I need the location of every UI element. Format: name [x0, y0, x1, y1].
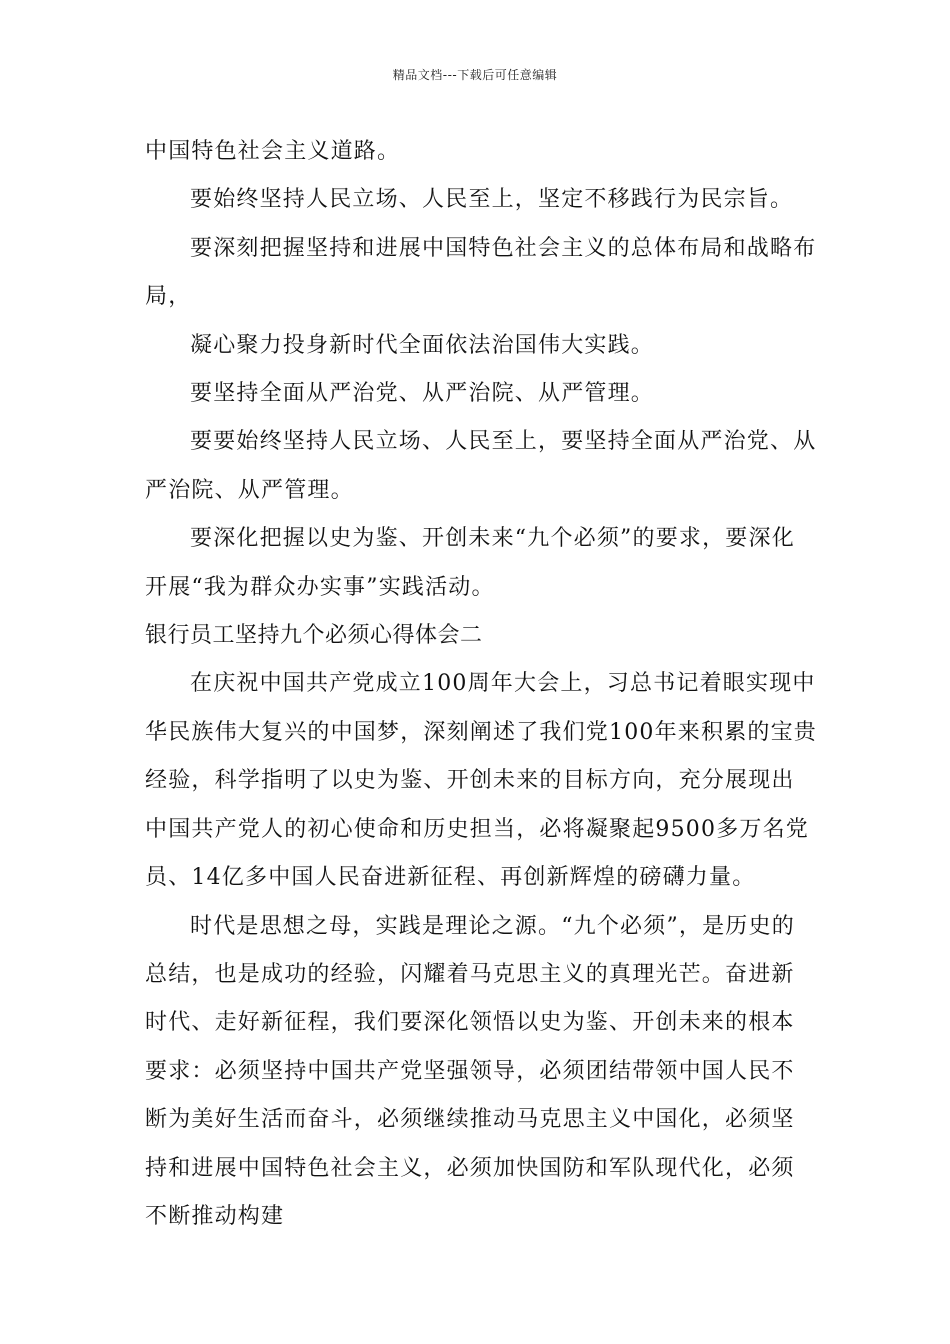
paragraph: 凝心聚力投身新时代全面依法治国伟大实践。 — [190, 332, 655, 358]
paragraph: 要坚持全面从严治党、从严治院、从严管理。 — [190, 381, 655, 407]
paragraph: 在庆祝中国共产党成立100周年大会上，习总书记着眼实现中华民族伟大复兴的中国梦，深刻阐述了我们党100年来积累的宝贵经验，科学指明了以史为鉴、开创未来的目标方向，充分展现出中国共产党人的初心使命和历史担当，必将凝聚起9500多万名党员、14亿多中国人民奋进新征程、再创新辉煌的磅礴力量。 — [145, 671, 817, 891]
section-heading: 银行员工坚持九个必须心得体会二 — [145, 623, 483, 649]
page-header: 精品文档---下载后可任意编辑 — [392, 68, 558, 82]
paragraph: 要要始终坚持人民立场、人民至上，要坚持全面从严治党、从严治院、从严管理。 — [145, 429, 817, 503]
paragraph: 时代是思想之母，实践是理论之源。“九个必须”，是历史的总结，也是成功的经验，闪耀着马克思主义的真理光芒。奋进新时代、走好新征程，我们要深化领悟以史为鉴、开创未来的根本要求：必须坚持中国共产党坚强领导，必须团结带领中国人民不断为美好生活而奋斗，必须继续推动马克思主义中国化，必须坚持和进展中国特色社会主义，必须加快国防和军队现代化，必须不断推动构建 — [145, 913, 795, 1229]
paragraph: 中国特色社会主义道路。 — [145, 139, 401, 164]
document-body — [145, 128, 817, 1241]
paragraph: 要深化把握以史为鉴、开创未来“九个必须”的要求，要深化开展“我为群众办实事”实践活动。 — [145, 526, 795, 600]
paragraph: 要始终坚持人民立场、人民至上，坚定不移践行为民宗旨。 — [190, 187, 794, 213]
paragraph: 要深刻把握坚持和进展中国特色社会主义的总体布局和战略布局， — [145, 235, 817, 310]
